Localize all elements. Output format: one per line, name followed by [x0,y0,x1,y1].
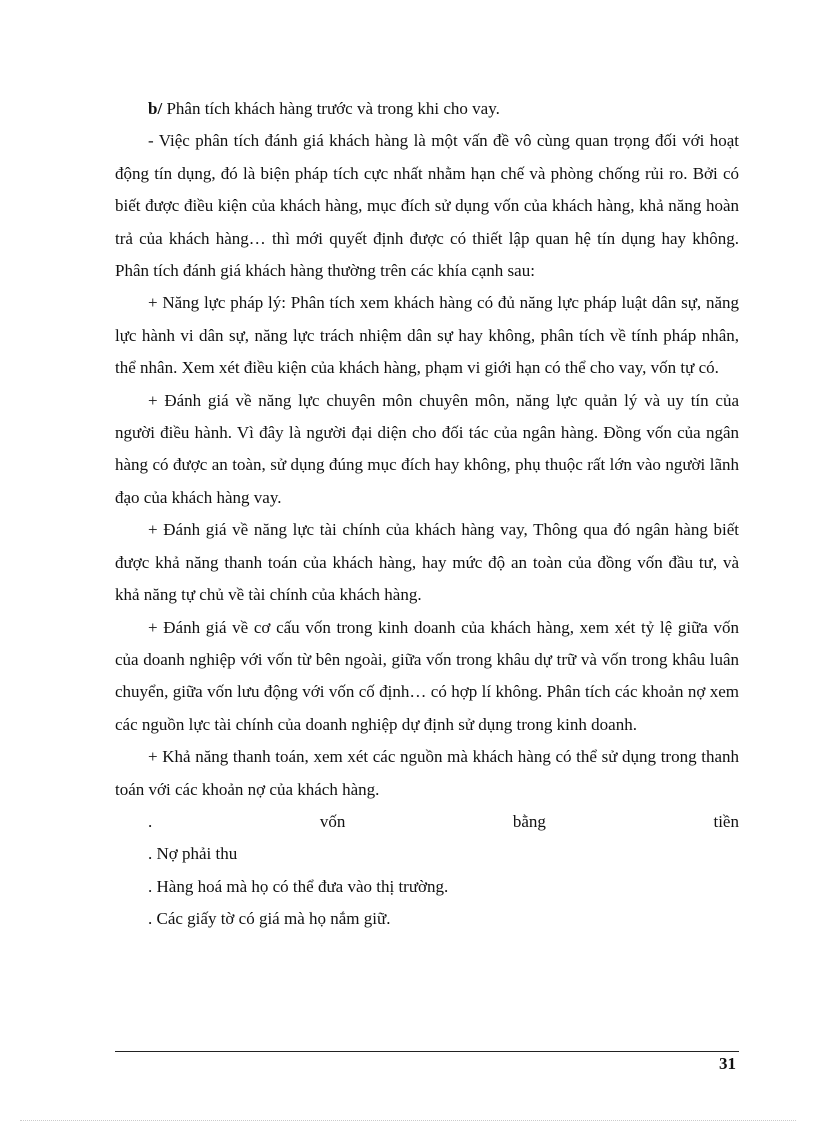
page-number: 31 [719,1054,736,1073]
paragraph-payment-ability: + Khả năng thanh toán, xem xét các nguồn mà khách hàng có thể sử dụng trong thanh toán với các khoản nợ của khách hàng. [115,747,739,799]
paragraph-intro: - Việc phân tích đánh giá khách hàng là một vấn đề vô cùng quan trọng đối với hoạt động tín dụng, đó là biện pháp tích cực nhất nhằm hạn chế và phòng chống rủi ro. Bởi có biết được điều kiện của khách hàng, mục đích sử dụng vốn của khách hàng, khả năng hoàn trả của khách hàng… thì mới quyết định được có thiết lập quan hệ tín dụng hay không. Phân tích đánh giá khách hàng thường trên các khía cạnh sau: [115,131,739,281]
spread-word-1: . [148,811,153,831]
list-item: . Các giấy tờ có giá mà họ nắm giữ. [148,909,391,929]
list-line-cash-capital [115,806,739,838]
section-heading-text: Phân tích khách hàng trước và trong khi cho vay. [162,99,500,118]
spread-word-3: bằng [512,811,546,831]
section-heading-lead: b/ [148,99,163,118]
paragraph-capital-structure: + Đánh giá về cơ cấu vốn trong kinh doanh của khách hàng, xem xét tỷ lệ giữa vốn của doanh nghiệp với vốn từ bên ngoài, giữa vốn trong khâu dự trữ và vốn trong khâu luân chuyển, giữa vốn lưu động với vốn cố định… có hợp lí không. Phân tích các khoản nợ xem các nguồn lực tài chính của doanh nghiệp dự định sử dụng trong kinh doanh. [115,617,739,734]
section-heading [115,93,739,125]
paragraph-management-capacity: + Đánh giá về năng lực chuyên môn chuyên môn, năng lực quản lý và uy tín của người điều hành. Vì đây là người đại diện cho đối tác của ngân hàng. Đồng vốn của ngân hàng có được an toàn, sử dụng đúng mục đích hay không, phụ thuộc rất lớn vào người lãnh đạo của khách hàng vay. [115,390,739,507]
spread-word-2: vốn [319,811,346,831]
spread-word-4: tiền [713,811,739,831]
list-item: . Nợ phải thu [148,844,238,864]
footer-divider [115,1051,739,1052]
list-item: . Hàng hoá mà họ có thể đưa vào thị trường. [148,876,449,896]
paragraph-legal-capacity: + Năng lực pháp lý: Phân tích xem khách hàng có đủ năng lực pháp luật dân sự, năng lực hành vi dân sự, năng lực trách nhiệm dân sự hay không, phân tích về tính pháp nhân, thể nhân. Xem xét điều kiện của khách hàng, phạm vi giới hạn có thể cho vay, vốn tự có. [115,293,739,378]
paragraph-financial-capacity: + Đánh giá về năng lực tài chính của khách hàng vay, Thông qua đó ngân hàng biết được khả năng thanh toán của khách hàng, hay mức độ an toàn của đồng vốn đầu tư, và khả năng tự chủ về tài chính của khách hàng. [115,520,739,605]
page-edge-dots [20,1120,796,1121]
body-text [115,93,739,936]
